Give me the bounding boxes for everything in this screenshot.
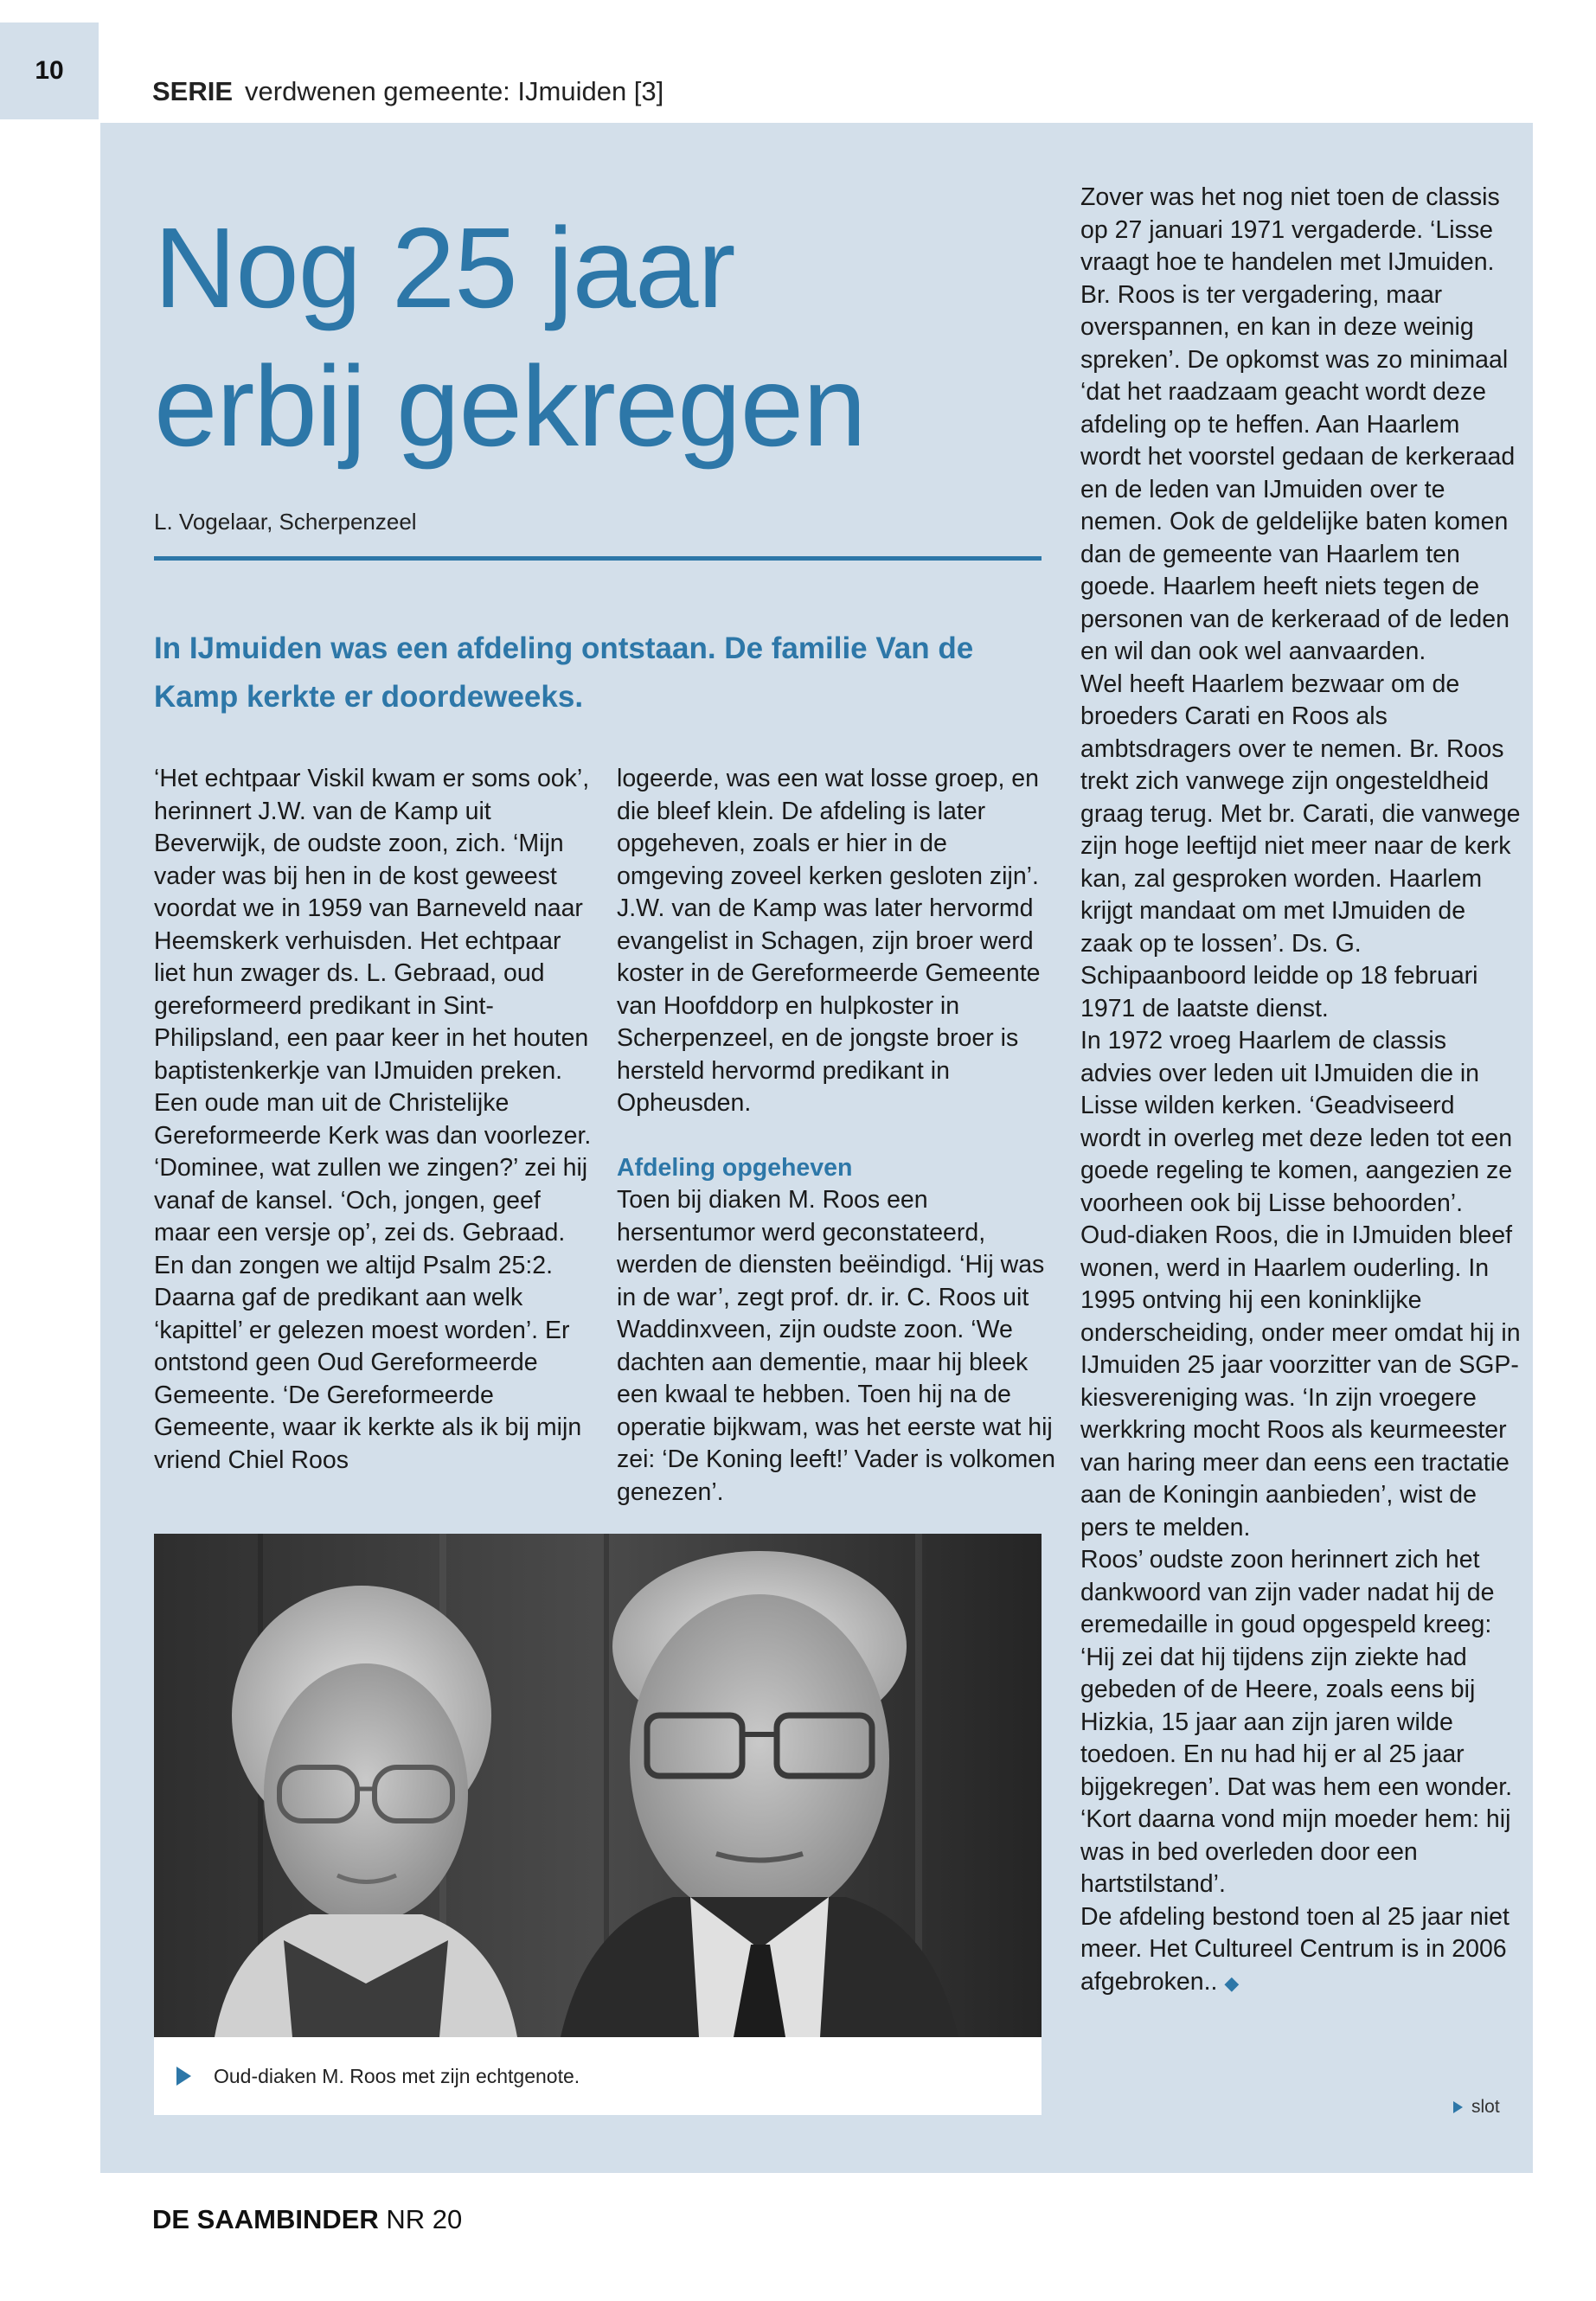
title-line-1: Nog 25 jaar [154,204,735,331]
issue-number: NR 20 [386,2204,463,2234]
end-mark-icon: ◆ [1224,1971,1240,1994]
body-paragraph: Zover was het nog niet toen de classis op 27 januari 1971 vergaderde. ‘Lisse vraagt hoe te handelen met IJmuiden. Br. Roos is ter vergadering, maar overspannen, en kan in deze weinig spreken’. De opkomst was zo minimaal ‘dat het raadzaam geacht wordt deze afdeling op te heffen. Aan Haarlem wordt het voorstel gedaan de kerkeraad en de leden van IJmuiden over te nemen. Ook de geldelijke baten komen dan de gemeente van Haarlem ten goede. Haarlem heeft niets tegen de personen van de kerkeraad of de leden en wil dan ook wel aanvaarden. [1080,183,1516,665]
caption-text: Oud-diaken M. Roos met zijn echtgenote. [214,2064,580,2087]
title-line-2: erbij gekregen [154,343,866,470]
photo-illustration [154,1534,1042,2037]
body-paragraph: ‘Het echtpaar Viskil kwam er soms ook’, herinnert J.W. van de Kamp uit Beverwijk, de oudste zoon, zich. ‘Mijn vader was bij hen in de kost geweest voordat we in 1959 van Barneveld naar Heemskerk verhuisden. Het echtpaar liet hun zwager ds. L. Gebraad, oud gereformeerd predikant in Sint-Philipsland, een paar keer in het houten baptistenkerkje van IJmuiden preken. Een oude man uit de Christelijke Gereformeerde Kerk was dan voorlezer. ‘Dominee, wat zullen we zingen?’ zei hij vanaf de kansel. ‘Och, jongen, geef maar een versje op’, zei ds. Gebraad. En dan zongen we altijd Psalm 25:2. Daarna gaf de predikant aan welk ‘kapittel’ er gelezen moest worden’. Er ontstond geen Oud Gereformeerde Gemeente. ‘De Gereformeerde Gemeente, waar ik kerkte als ik bij mijn vriend Chiel Roos [154,765,592,1474]
slot-marker [1453,2097,1500,2118]
body-paragraph: Wel heeft Haarlem bezwaar om de broeders Carati en Roos als ambtsdragers over te nemen. Br. Roos trekt zich vanwege zijn ongesteldheid graag terug. Met br. Carati, die vanwege zijn hoge leeftijd niet meer naar de kerk kan, zal gesproken worden. Haarlem krijgt mandaat om met IJmuiden de zaak op te lossen’. Ds. G. Schipaanboord leidde op 18 februari 1971 de laatste dienst. [1080,670,1521,1022]
magazine-name: DE SAAMBINDER [152,2204,379,2234]
body-paragraph: Roos’ oudste zoon herinnert zich het dankwoord van zijn vader nadat hij de eremedaille in goud opgespeld kreeg: ‘Hij zei dat hij tijdens zijn ziekte had gebeden of de Heere, zoals eens bij Hizkia, 15 jaar aan zijn jaren wilde toedoen. En nu had hij er al 25 jaar bijgekregen’. Dat was hem een wonder. ‘Kort daarna vond mijn moeder hem: hij was in bed overleden door een hartstilstand’. [1080,1546,1513,1898]
series-header [152,76,663,107]
article-title [154,199,1036,476]
caption-triangle-icon [176,2067,191,2086]
page-number: 10 [0,22,99,119]
byline: L. Vogelaar, Scherpenzeel [154,509,417,535]
lead-paragraph: In IJmuiden was een afdeling ontstaan. De familie Van de Kamp kerkte er doordeweeks. [154,631,974,714]
title-divider [154,556,1042,561]
subheading: Afdeling opgeheven [617,1153,853,1182]
body-paragraph: In 1972 vroeg Haarlem de classis advies over leden uit IJmuiden die in Lisse wilden kerken. ‘Geadviseerd wordt in overleg met deze leden tot een goede regeling te komen, aangezien ze voorheen ook bij Lisse behoorden’. [1080,1027,1513,1217]
footer [152,2204,462,2235]
photo-caption [154,2037,1042,2115]
body-paragraph: logeerde, was een wat losse groep, en die bleef klein. De afdeling is later opgeheven, zoals er hier in de omgeving zoveel kerken gesloten zijn’. J.W. van de Kamp was later hervormd evangelist in Schagen, zijn broer werd koster in de Gereformeerde Gemeente van Hoofddorp en hulpkoster in Scherpenzeel, en de jongste broer is hersteld hervormd predikant in Opheusden. [617,765,1041,1117]
couple-photo [154,1534,1042,2037]
series-label: SERIE [152,76,234,106]
slot-label: slot [1471,2097,1500,2117]
body-paragraph: Oud-diaken Roos, die in IJmuiden bleef wonen, werd in Haarlem ouderling. In 1995 ontving hij een koninklijke onderscheiding, onder meer omdat hij in IJmuiden 25 jaar voorzitter van de SGP-kiesvereniging was. ‘In zijn vroegere werkkring mocht Roos als keurmeester van haring meer dan eens een tractatie aan de Koningin aanbieden’, wist de pers te melden. [1080,1221,1521,1541]
body-paragraph-final: De afdeling bestond toen al 25 jaar niet meer. Het Cultureel Centrum is in 2006 afgebroken.. ◆ [1080,1902,1509,1996]
body-column-2 [617,763,1058,1509]
slot-triangle-icon [1453,2101,1463,2113]
body-column-1 [154,763,595,1477]
series-title: verdwenen gemeente: IJmuiden [3] [245,76,664,106]
body-paragraph: Toen bij diaken M. Roos een hersentumor werd geconstateerd, werden de diensten beëindigd. ‘Hij was in de war’, zegt prof. dr. ir. C. Roos uit Waddinxveen, zijn oudste zoon. ‘We dachten aan dementie, maar hij bleek een kwaal te hebben. Toen hij na de operatie bijkwam, was het eerste wat hij zei: ‘De Koning leeft!’ Vader is volkomen genezen’. [617,1186,1055,1506]
body-column-3 [1080,182,1522,1999]
